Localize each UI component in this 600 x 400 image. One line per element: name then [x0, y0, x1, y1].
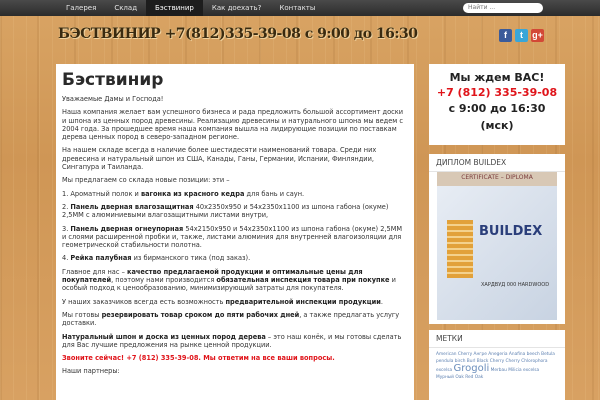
- inspection-paragraph: [62, 298, 408, 306]
- specialty-paragraph: [62, 333, 408, 350]
- tag-list[interactable]: American Cherry Ангре Anegeria Anafina beech Betula pendula birch Burl Black Cherry Cherry Chlorophora excelsa: [436, 352, 555, 373]
- diploma-hardwood-text: ХАРДВУД 000 HARDWOOD: [481, 282, 550, 288]
- tags-widget: [429, 330, 565, 400]
- offer-item-3-text: 54x2150x950 и 54x2350x1100 из шпона габона (окуме) 2,5ММ и слоями расширенной пробки и, также, листами алюминия для внутренней влагоизоляции для геометрической стабильности полотна.: [62, 224, 403, 250]
- specialty-highlight: Натуральный шпон и доска из ценных пород дерева: [62, 332, 266, 341]
- google-plus-icon[interactable]: g+: [532, 30, 543, 40]
- twitter-icon[interactable]: t: [515, 29, 528, 42]
- inspection-text: У наших заказчиков всегда есть возможность: [62, 297, 226, 306]
- offer-item-4-highlight: Рейка палубная: [70, 254, 132, 263]
- quality-text-3: и особый подход к ценообразованию, минимизирующий затраты для покупателя.: [62, 276, 396, 293]
- building-graphic: [447, 220, 473, 278]
- intro-paragraph: Наша компания желает вам успешного бизнеса и рада предложить большой ассортимент доски и шпона из ценных пород древесины. Реализацию древесины и натурального шпона мы ведем с 2004 года. За прошедшее время наша компания вышла на лидирующие позиции по поставкам дерева ценных пород в северо-западном регионе.: [62, 108, 404, 142]
- search-input[interactable]: [463, 3, 543, 13]
- diploma-widget-title: ДИПЛОМ BUILDEX: [429, 154, 565, 172]
- quality-highlight-1: качество предлагаемой продукции и оптимальные цены для покупателей: [62, 267, 363, 285]
- offer-item-3-highlight: Панель дверная огнеупорная: [70, 224, 184, 233]
- offer-item-3: [62, 225, 408, 250]
- offer-intro: Мы предлагаем со склада новые позиции: эти –: [62, 176, 230, 185]
- greeting: Уважаемые Дамы и Господа!: [62, 95, 164, 103]
- contact-widget: [429, 64, 565, 145]
- tags-widget-title: МЕТКИ: [429, 330, 565, 348]
- buildex-logo: BUILDEX: [479, 224, 543, 239]
- quality-highlight-2: обязательная инспекция товара при покупке: [216, 276, 390, 285]
- tag-list-2[interactable]: Merbau Milicia excelsa Мурный Oak Red Oak: [436, 368, 540, 380]
- offer-item-2-highlight: Панель дверная влагозащитная: [70, 202, 194, 211]
- working-hours: с 9:00 до 16:30: [448, 102, 546, 115]
- nav-item-directions[interactable]: Как доехать?: [211, 4, 262, 12]
- site-title[interactable]: БЭСТВИНИР +7(812)335-39-08 с 9:00 до 16:30: [58, 26, 418, 42]
- wait-heading: Мы ждем ВАС!: [449, 71, 545, 84]
- offer-item-1-highlight: вагонка из красного кедра: [140, 189, 245, 198]
- offer-item-4-prefix: 4.: [62, 254, 71, 263]
- nav-item-bestvinir[interactable]: Бэствинир: [146, 0, 203, 16]
- diploma-image[interactable]: [437, 172, 557, 320]
- main-content: [56, 64, 414, 400]
- offer-item-2-prefix: 2.: [62, 202, 71, 211]
- nav-item-warehouse[interactable]: Склад: [114, 4, 138, 12]
- diploma-caption: CERTIFICATE – DIPLOMA: [461, 174, 533, 181]
- offer-item-4: [62, 254, 408, 262]
- tag-cloud[interactable]: [429, 348, 565, 384]
- page-title: Бэствинир: [62, 70, 164, 90]
- nav-item-contacts[interactable]: Контакты: [279, 4, 316, 12]
- timezone: (мск): [480, 119, 514, 132]
- phone-number: +7 (812) 335-39-08: [436, 86, 558, 99]
- offer-item-4-text: из бирманского тика (под заказ).: [131, 254, 251, 263]
- offer-item-2: [62, 203, 408, 220]
- inspection-highlight: предварительной инспекции продукции: [225, 297, 381, 306]
- partners-heading: Наши партнеры:: [62, 367, 120, 376]
- diploma-widget: [429, 154, 565, 324]
- reserve-highlight: резервировать товар сроком до пяти рабочих дней: [101, 310, 300, 319]
- top-navigation-bar: [0, 0, 600, 16]
- quality-paragraph: [62, 268, 408, 293]
- tag-grogoli[interactable]: Grogoli: [453, 363, 490, 374]
- nav-item-gallery[interactable]: Галерея: [66, 4, 97, 12]
- call-to-action: Звоните сейчас! +7 (812) 335-39-08. Мы ответим на все ваши вопросы.: [62, 354, 335, 363]
- offer-item-1-text: для бань и саун.: [244, 189, 305, 198]
- offer-item-2-text: 40x2350x950 и 54x2350x1100 из шпона габона (окуме) 2,5ММ с алюминиевыми влагозащитными листами внутри,: [62, 202, 389, 220]
- assortment-paragraph: На нашем складе всегда в наличие более шестидесяти наименований товара. Среди них древесина и натуральный шпон из США, Канады, Ганы, Германии, Испании, Финляндии, Сингапура и Таиланда.: [62, 146, 377, 172]
- quality-text-2: , поэтому нами производится: [111, 276, 217, 285]
- offer-item-3-prefix: 3.: [62, 224, 71, 233]
- reserve-text-2: , а также предлагать услугу доставки.: [62, 310, 400, 328]
- reserve-text-1: Мы готовы: [62, 310, 102, 319]
- offer-item-1: [62, 190, 408, 198]
- inspection-end: .: [380, 297, 383, 306]
- reserve-paragraph: [62, 311, 408, 328]
- quality-text-1: Главное для нас –: [62, 267, 127, 276]
- facebook-icon[interactable]: f: [499, 29, 512, 42]
- specialty-text: – это наш конёк, и мы готовы сделать для Вас лучшие предложения на рынке ценной продукции.: [62, 332, 402, 349]
- offer-item-1-prefix: 1. Ароматный полок и: [62, 189, 141, 198]
- main-menu: [57, 0, 324, 16]
